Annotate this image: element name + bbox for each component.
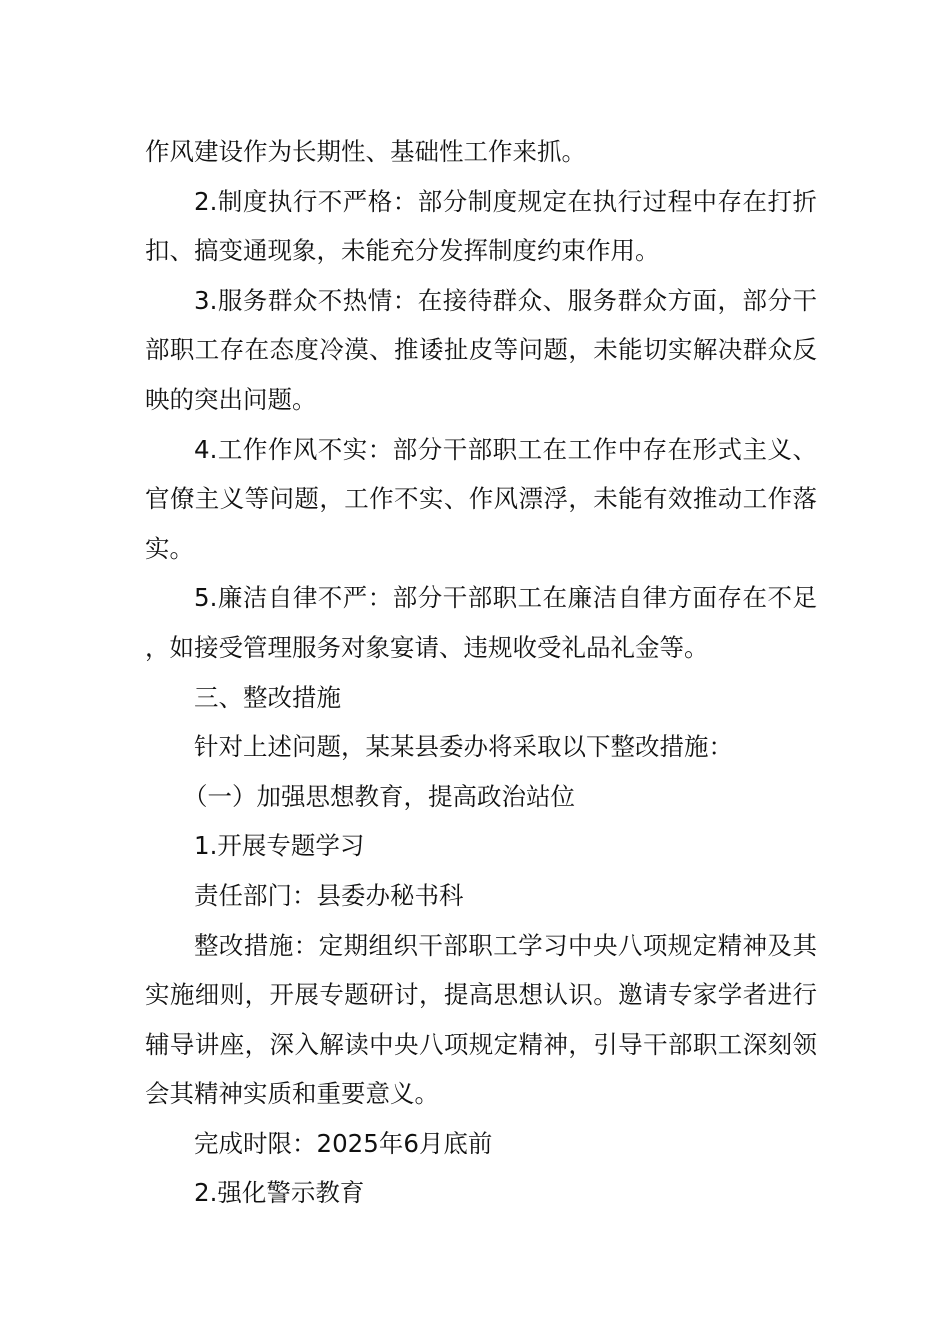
paragraph-issue-2: 2.制度执行不严格：部分制度规定在执行过程中存在打折扣、搞变通现象，未能充分发挥制度约束作用。	[145, 186, 817, 266]
paragraph-issue-3: 3.服务群众不热情：在接待群众、服务群众方面，部分干部职工存在态度冷漠、推诿扯皮等问题，未能切实解决群众反映的突出问题。	[145, 285, 817, 414]
paragraph-deadline: 完成时限：2025年6月底前	[194, 1128, 493, 1158]
document-body	[145, 127, 817, 1218]
subsection-heading-1: （一）加强思想教育，提高政治站位	[182, 781, 575, 811]
paragraph-issue-5: 5.廉洁自律不严：部分干部职工在廉洁自律方面存在不足，如接受管理服务对象宴请、违规收受礼品礼金等。	[145, 583, 817, 662]
paragraph-issue-4: 4.工作作风不实：部分干部职工在工作中存在形式主义、官僚主义等问题，工作不实、作风漂浮，未能有效推动工作落实。	[145, 434, 817, 563]
item-heading-study: 1.开展专题学习	[194, 831, 365, 861]
section-heading-rectification: 三、整改措施	[194, 682, 341, 712]
paragraph-continuation: 作风建设作为长期性、基础性工作来抓。	[145, 137, 586, 166]
paragraph-measures-detail: 整改措施：定期组织干部职工学习中央八项规定精神及其实施细则，开展专题研讨，提高思想认识。邀请专家学者进行辅导讲座，深入解读中央八项规定精神，引导干部职工深刻领会其精神实质和重要意义。	[145, 930, 817, 1109]
paragraph-intro-measures: 针对上述问题，某某县委办将采取以下整改措施：	[194, 732, 733, 762]
item-heading-warning-education: 2.强化警示教育	[194, 1178, 365, 1208]
paragraph-responsible-dept: 责任部门：县委办秘书科	[194, 880, 464, 910]
